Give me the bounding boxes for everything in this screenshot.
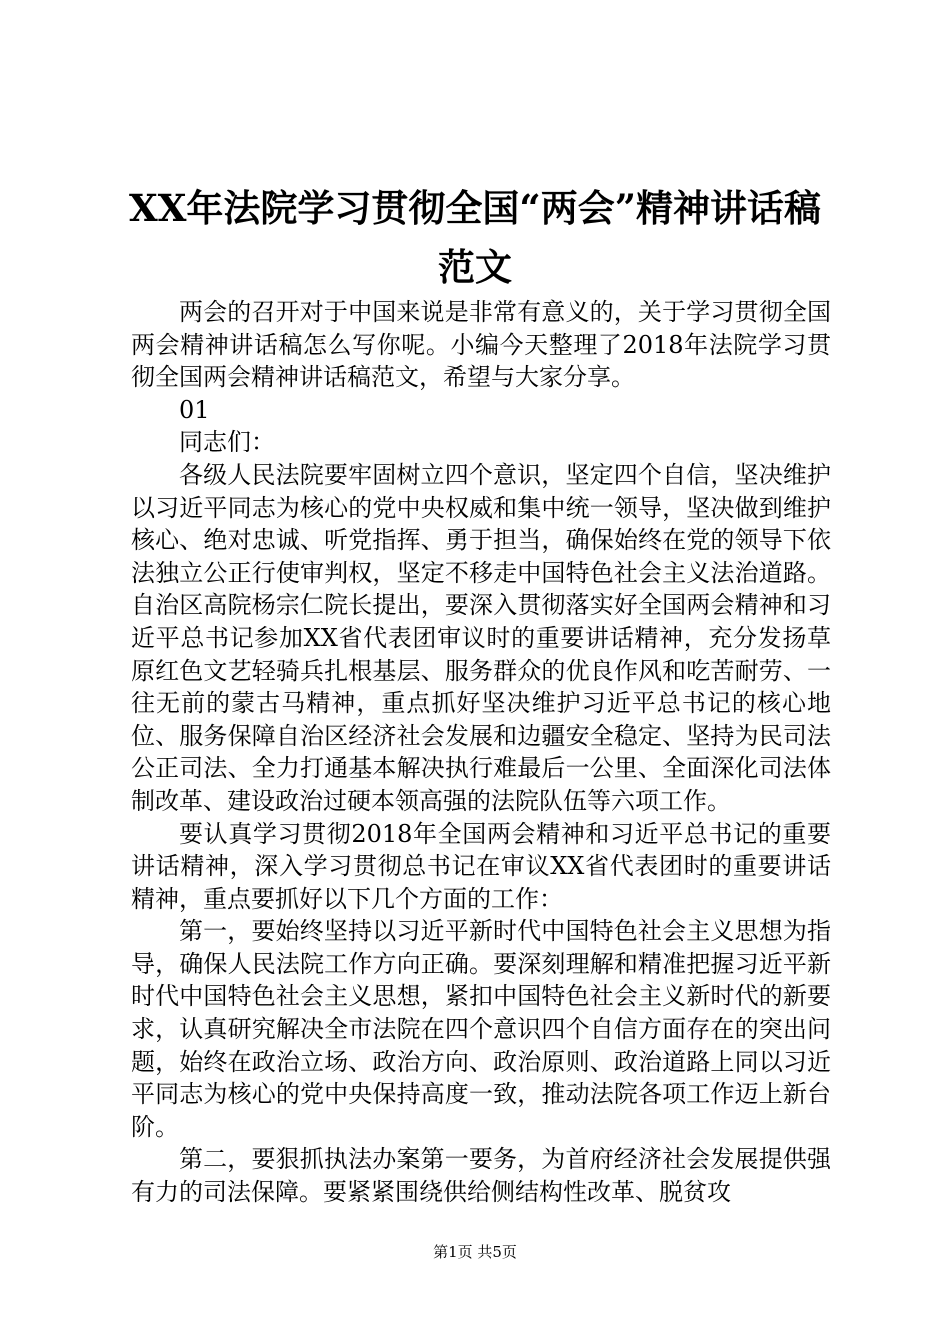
- body-paragraph: 第二，要狠抓执法办案第一要务，为首府经济社会发展提供强有力的司法保障。要紧紧围绕供给侧结构性改革、脱贫攻: [131, 1145, 831, 1207]
- body-paragraph: 第一，要始终坚持以习近平新时代中国特色社会主义思想为指导，确保人民法院工作方向正确。要深刻理解和精准把握习近平新时代中国特色社会主义思想，紧扣中国特色社会主义新时代的新要求，认真研究解决全市法院在四个意识四个自信方面存在的突出问题，始终在政治立场、政治方向、政治原则、政治道路上同以习近平同志为核心的党中央保持高度一致，推动法院各项工作迈上新台阶。: [131, 917, 831, 1141]
- body-paragraph: 各级人民法院要牢固树立四个意识，坚定四个自信，坚决维护以习近平同志为核心的党中央权威和集中统一领导，坚决做到维护核心、绝对忠诚、听党指挥、勇于担当，确保始终在党的领导下依法独立公正行使审判权，坚定不移走中国特色社会主义法治道路。自治区高院杨宗仁院长提出，要深入贯彻落实好全国两会精神和习近平总书记参加XX省代表团审议时的重要讲话精神，充分发扬草原红色文艺轻骑兵扎根基层、服务群众的优良作风和吃苦耐劳、一往无前的蒙古马精神，重点抓好坚决维护习近平总书记的核心地位、服务保障自治区经济社会发展和边疆安全稳定、坚持为民司法公正司法、全力打通基本解决执行难最后一公里、全面深化司法体制改革、建设政治过硬本领高强的法院队伍等六项工作。: [131, 460, 831, 815]
- body-paragraph: 要认真学习贯彻2018年全国两会精神和习近平总书记的重要讲话精神，深入学习贯彻总书记在审议XX省代表团时的重要讲话精神，重点要抓好以下几个方面的工作：: [131, 819, 831, 913]
- document-title-line-1: XX年法院学习贯彻全国“两会”精神讲话稿: [129, 186, 821, 230]
- intro-paragraph: 两会的召开对于中国来说是非常有意义的，关于学习贯彻全国两会精神讲话稿怎么写你呢。小编今天整理了2018年法院学习贯彻全国两会精神讲话稿范文，希望与大家分享。: [131, 298, 831, 392]
- document-body: [131, 296, 831, 1209]
- salutation: 同志们：: [179, 428, 275, 457]
- section-number: 01: [179, 395, 210, 424]
- document-title-line-2: 范文: [438, 245, 512, 289]
- page-footer: 第1页 共5页: [433, 1243, 517, 1261]
